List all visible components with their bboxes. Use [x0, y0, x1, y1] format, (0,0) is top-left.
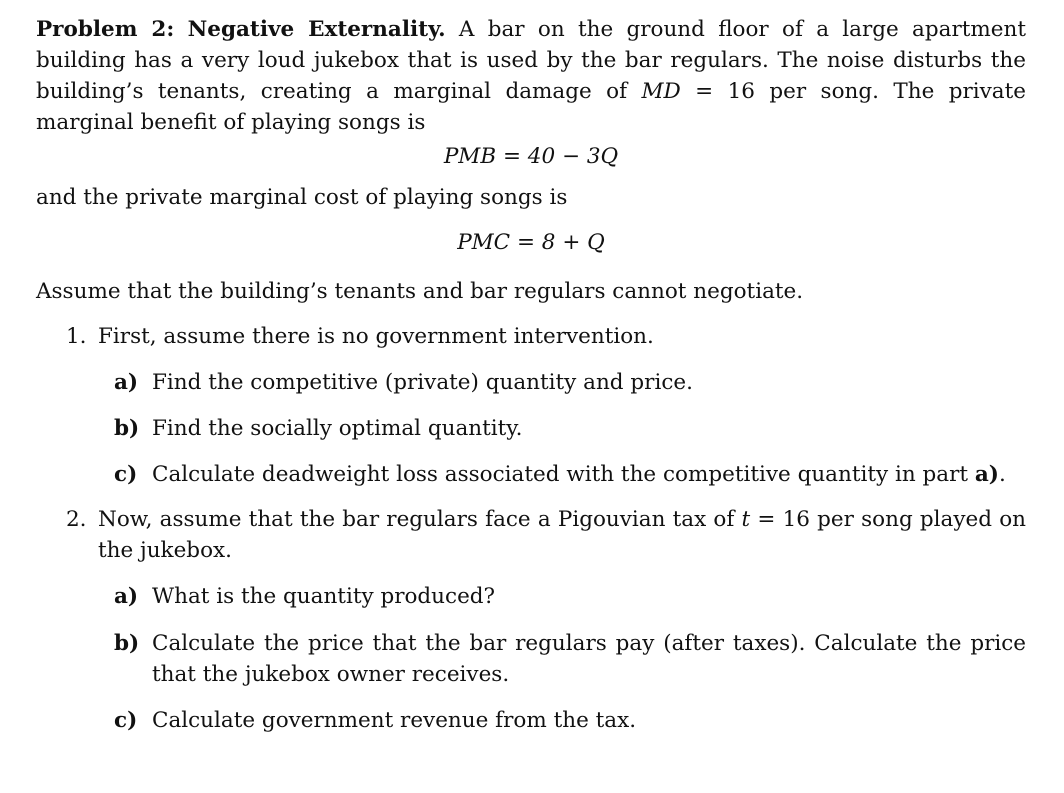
part-text: Find the socially optimal quantity.: [152, 416, 523, 441]
t-symbol: t: [741, 507, 751, 532]
question-2-text-2: = 16 per song played on the jukebox.: [98, 507, 1026, 563]
assumption-text: Assume that the building’s tenants and bar regulars cannot negotiate.: [36, 279, 804, 304]
question-1-text: First, assume there is no government intervention.: [98, 324, 654, 349]
question-2: [36, 504, 1026, 566]
intro-text-2: = 16 per song. The private marginal benefit of playing songs is: [36, 79, 1026, 135]
part-text: What is the quantity produced?: [152, 584, 496, 609]
question-2-number: 2.: [66, 507, 87, 532]
question-2-part-c: [36, 705, 1026, 736]
question-2-text-1: Now, assume that the bar regulars face a Pigouvian tax of: [98, 507, 742, 532]
part-text-end: .: [998, 462, 1006, 487]
question-1-part-a: [36, 367, 1026, 398]
part-label: a): [114, 584, 139, 609]
question-1-part-c: [36, 459, 1026, 490]
pmc-equation: PMC = 8 + Q: [457, 230, 605, 255]
part-label: b): [114, 631, 140, 656]
part-text: Find the competitive (private) quantity and price.: [152, 370, 693, 395]
part-label: c): [114, 708, 138, 733]
md-symbol: MD: [641, 79, 681, 104]
question-2-part-b: [36, 628, 1026, 690]
question-list: [36, 321, 1026, 736]
part-text: Calculate the price that the bar regulars pay (after taxes). Calculate the price that the jukebox owner receives.: [152, 631, 1026, 687]
part-label: c): [114, 462, 138, 487]
problem-intro: [36, 14, 1026, 138]
intro-text-1: A bar on the ground floor of a large apartment building has a very loud jukebox that is used by the bar regulars. The noise disturbs the building’s tenants, creating a marginal damage of: [36, 17, 1026, 104]
part-label: a): [114, 370, 139, 395]
question-1-number: 1.: [66, 324, 87, 349]
part-text: Calculate government revenue from the tax.: [152, 708, 637, 733]
problem-subheading: Negative Externality.: [187, 17, 446, 42]
pmb-equation: PMB = 40 − 3Q: [443, 144, 619, 169]
question-1: [36, 321, 1026, 352]
part-label: b): [114, 416, 140, 441]
pmc-intro: and the private marginal cost of playing songs is: [36, 185, 568, 210]
question-1-part-b: [36, 413, 1026, 444]
part-text: Calculate deadweight loss associated with the competitive quantity in part: [152, 462, 975, 487]
question-2-part-a: [36, 581, 1026, 612]
problem-document: [36, 14, 1026, 736]
problem-heading: Problem 2:: [36, 17, 175, 42]
part-reference: a): [974, 462, 999, 487]
